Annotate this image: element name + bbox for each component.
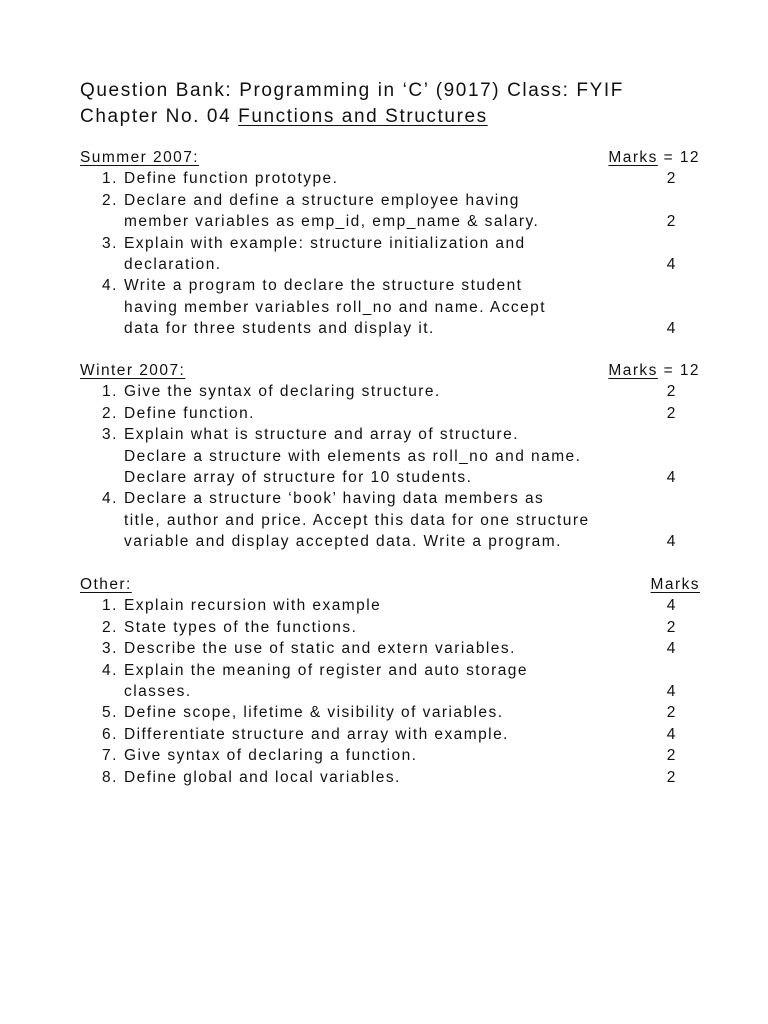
section-label: Winter 2007: [80,362,186,379]
question-item [80,767,700,788]
question-item [80,381,700,402]
question-marks: 4 [666,468,676,486]
question-item [80,617,700,638]
question-text: Declare and define a structure employee having [124,191,520,209]
section-winter-2007 [80,360,700,553]
question-item [80,702,700,723]
question-text: Explain what is structure and array of structure. [124,426,519,444]
question-number: 1. [102,170,118,188]
question-number: 2. [102,191,118,209]
question-marks: 4 [666,533,676,551]
section-header [80,147,700,168]
question-number: 2. [102,404,118,422]
question-text: Write a program to declare the structure student [124,277,523,295]
question-text: declaration. [124,255,222,273]
section-other [80,574,700,788]
section-marks [651,574,700,595]
question-number: 8. [102,768,118,786]
marks-label: Marks [650,576,700,593]
question-text: Explain the meaning of register and auto storage [124,661,528,679]
section-marks [608,147,700,168]
question-marks: 2 [666,404,676,422]
question-item [80,275,700,339]
question-number: 4. [102,661,118,679]
chapter-topic: Functions and Structures [238,106,488,127]
question-item [80,745,700,766]
question-text: Define function. [124,404,255,422]
question-number: 3. [102,426,118,444]
section-label: Summer 2007: [80,149,200,166]
question-number: 4. [102,490,118,508]
marks-total: = 12 [657,149,700,166]
marks-label: Marks [608,362,658,379]
question-marks: 2 [666,747,676,765]
question-text: having member variables roll_no and name. Accept [124,298,546,316]
question-number: 3. [102,640,118,658]
question-text: title, author and price. Accept this data for one structure [124,511,590,529]
question-text: Define global and local variables. [124,768,401,786]
section-header [80,574,700,595]
question-text: Explain recursion with example [124,597,382,615]
question-item [80,724,700,745]
question-item [80,403,700,424]
chapter-heading [80,105,488,129]
question-number: 1. [102,597,118,615]
question-marks: 2 [666,618,676,636]
question-item [80,190,700,233]
question-marks: 4 [666,597,676,615]
question-item [80,233,700,276]
question-item [80,638,700,659]
question-text: Give syntax of declaring a function. [124,747,418,765]
question-item [80,424,700,488]
section-marks [608,360,700,381]
question-text: variable and display accepted data. Write a program. [124,533,562,551]
marks-total: = 12 [657,362,700,379]
question-text: Declare a structure ‘book’ having data members as [124,490,545,508]
question-marks: 4 [666,725,676,743]
question-marks: 4 [666,320,676,338]
title-text: Question Bank: Programming in ‘C’ (9017) Class: FYIF [80,80,624,101]
question-number: 1. [102,383,118,401]
question-item [80,168,700,189]
question-marks: 2 [666,768,676,786]
chapter-prefix: Chapter No. 04 [80,106,239,127]
question-text: Define function prototype. [124,170,339,188]
question-text: Declare a structure with elements as roll_no and name. [124,447,582,465]
question-item [80,595,700,616]
question-text: member variables as emp_id, emp_name & salary. [124,213,540,231]
question-text: Explain with example: structure initialization and [124,234,526,252]
question-number: 7. [102,747,118,765]
question-marks: 4 [666,640,676,658]
question-marks: 4 [666,682,676,700]
question-text: data for three students and display it. [124,320,435,338]
marks-label: Marks [608,149,658,166]
question-item [80,488,700,552]
question-text: Define scope, lifetime & visibility of variables. [124,704,504,722]
question-item [80,660,700,703]
question-number: 4. [102,277,118,295]
question-number: 2. [102,618,118,636]
section-header [80,360,700,381]
question-text: classes. [124,682,192,700]
question-text: Describe the use of static and extern variables. [124,640,516,658]
question-text: Differentiate structure and array with example. [124,725,509,743]
question-marks: 2 [666,170,676,188]
question-marks: 2 [666,213,676,231]
section-summer-2007 [80,147,700,340]
section-label: Other: [80,576,132,593]
question-text: Declare array of structure for 10 students. [124,468,473,486]
question-number: 6. [102,725,118,743]
question-text: State types of the functions. [124,618,358,636]
question-text: Give the syntax of declaring structure. [124,383,441,401]
question-marks: 4 [666,255,676,273]
question-marks: 2 [666,383,676,401]
question-marks: 2 [666,704,676,722]
document-title [80,79,624,103]
question-number: 5. [102,704,118,722]
question-number: 3. [102,234,118,252]
